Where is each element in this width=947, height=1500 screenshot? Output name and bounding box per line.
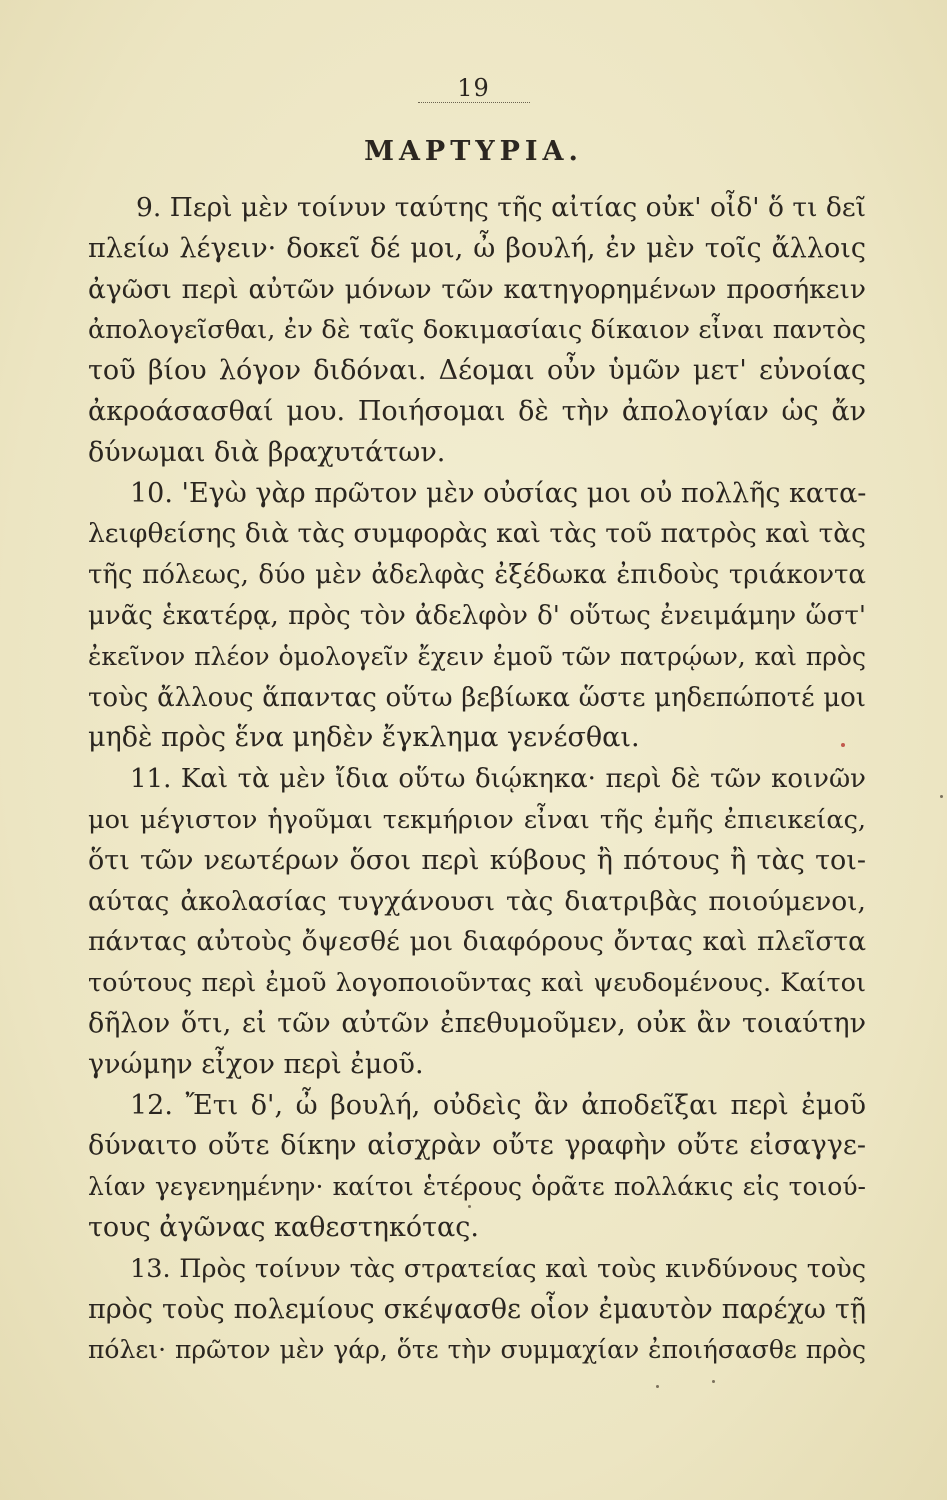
ink-speck: [940, 795, 943, 798]
text-line: δύναιτο οὔτε δίκην αἰσχρὰν οὔτε γραφὴν οὔτε εἰσαγγε-: [88, 1130, 866, 1162]
text-line: δύνωμαι διὰ βραχυτάτων.: [88, 436, 446, 468]
text-line: 9. Περὶ μὲν τοίνυν ταύτης τῆς αἰτίας οὐκ' οἶδ' ὅ τι δεῖ: [136, 192, 866, 223]
text-line: 12. Ἔτι δ', ὦ βουλή, οὐδεὶς ἂν ἀποδεῖξαι περὶ ἐμοῦ: [130, 1089, 866, 1121]
text-line: τους ἀγῶνας καθεστηκότας.: [88, 1211, 479, 1243]
ink-speck: [841, 743, 845, 747]
text-line: μνᾶς ἑκατέρᾳ, πρὸς τὸν ἀδελφὸν δ' οὕτως ἐνειμάμην ὥστ': [88, 600, 866, 631]
text-line: 10. 'Εγὼ γὰρ πρῶτον μὲν οὐσίας μοι οὐ πολλῆς κατα-: [130, 477, 867, 509]
ink-speck: [712, 1380, 715, 1383]
text-line: τῆς πόλεως, δύο μὲν ἀδελφὰς ἐξέδωκα ἐπιδοὺς τριάκοντα: [88, 560, 866, 591]
text-line: ὅτι τῶν νεωτέρων ὅσοι περὶ κύβους ἢ πότους ἢ τὰς τοι-: [88, 844, 866, 876]
text-line: μοι μέγιστον ἡγοῦμαι τεκμήριον εἶναι τῆς ἐμῆς ἐπιεικείας,: [88, 804, 866, 835]
text-line: γνώμην εἶχον περὶ ἐμοῦ.: [88, 1048, 424, 1080]
page-number: 19: [457, 74, 490, 102]
text-line: ἐκεῖνον πλέον ὁμολογεῖν ἔχειν ἐμοῦ τῶν πατρῴων, καὶ πρὸς: [88, 641, 866, 671]
text-line: ἀκροάσασθαί μου. Ποιήσομαι δὲ τὴν ἀπολογίαν ὡς ἄν: [88, 395, 866, 427]
ink-speck: [656, 1385, 659, 1388]
text-line: τοὺς ἄλλους ἅπαντας οὕτω βεβίωκα ὥστε μηδεπώποτέ μοι: [88, 682, 866, 713]
text-line: πλείω λέγειν· δοκεῖ δέ μοι, ὦ βουλή, ἐν μὲν τοῖς ἄλλοις: [88, 232, 866, 264]
text-line: 11. Καὶ τὰ μὲν ἴδια οὕτω διῴκηκα· περὶ δὲ τῶν κοινῶν: [130, 764, 866, 795]
text-line: πρὸς τοὺς πολεμίους σκέψασθε οἷον ἐμαυτὸν παρέχω τῇ: [88, 1293, 866, 1325]
header-rule: [418, 102, 530, 103]
text-line: 13. Πρὸς τοίνυν τὰς στρατείας καὶ τοὺς κινδύνους τοὺς: [130, 1253, 866, 1284]
text-line: τοῦ βίου λόγον διδόναι. Δέομαι οὖν ὑμῶν μετ' εὐνοίας: [88, 355, 866, 387]
text-line: ἀπολογεῖσθαι, ἐν δὲ ταῖς δοκιμασίαις δίκαιον εἶναι παντὸς: [88, 315, 866, 346]
text-line: πόλει· πρῶτον μὲν γάρ, ὅτε τὴν συμμαχίαν ἐποιήσασθε πρὸς: [88, 1335, 866, 1365]
text-line: λίαν γεγενημένην· καίτοι ἑτέρους ὁρᾶτε πολλάκις εἰς τοιού-: [88, 1172, 866, 1202]
text-line: ἀγῶσι περὶ αὐτῶν μόνων τῶν κατηγορημένων προσήκειν: [88, 273, 866, 305]
section-heading: ΜΑΡΤΥΡΙΑ.: [364, 136, 583, 167]
text-line: μηδὲ πρὸς ἕνα μηδὲν ἔγκλημα γενέσθαι.: [88, 722, 640, 754]
ink-speck: [468, 1205, 471, 1208]
text-line: αύτας ἀκολασίας τυγχάνουσι τὰς διατριβὰς ποιούμενοι,: [88, 885, 866, 917]
text-line: τούτους περὶ ἐμοῦ λογοποιοῦντας καὶ ψευδομένους. Καίτοι: [88, 968, 866, 999]
text-line: πάντας αὐτοὺς ὄψεσθέ μοι διαφόρους ὄντας καὶ πλεῖστα: [88, 926, 866, 958]
text-line: δῆλον ὅτι, εἰ τῶν αὐτῶν ἐπεθυμοῦμεν, οὐκ ἂν τοιαύτην: [88, 1007, 866, 1039]
body-text: [88, 188, 866, 1371]
text-line: λειφθείσης διὰ τὰς συμφορὰς καὶ τὰς τοῦ πατρὸς καὶ τὰς: [88, 518, 866, 550]
